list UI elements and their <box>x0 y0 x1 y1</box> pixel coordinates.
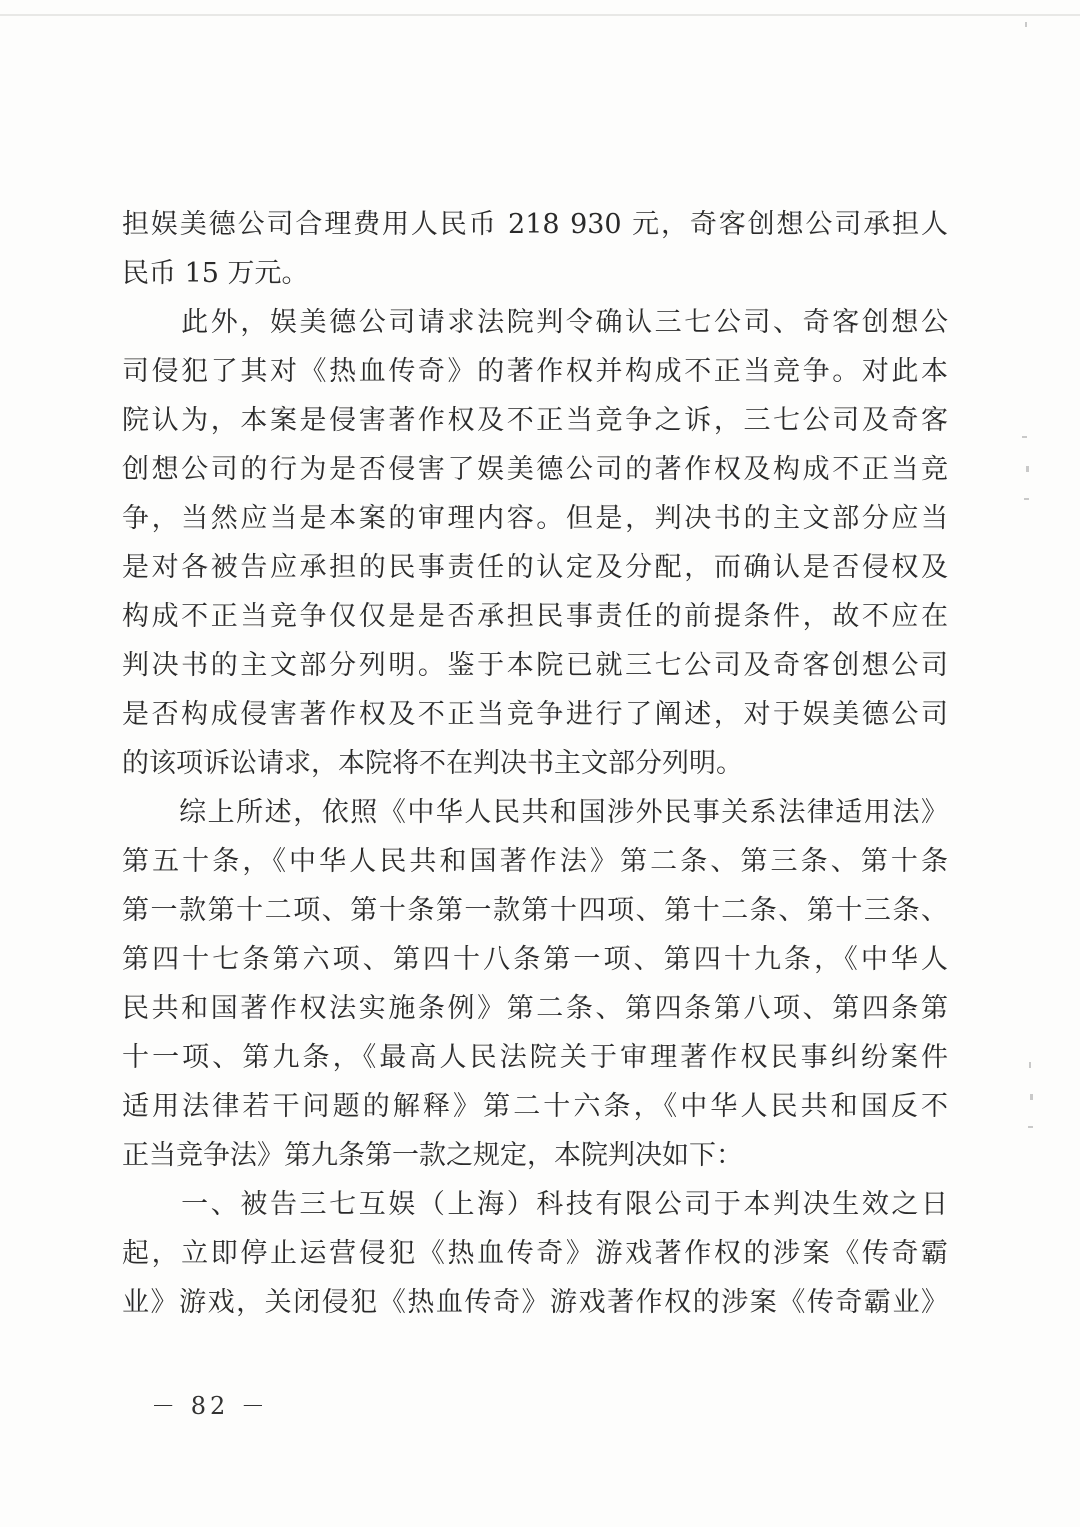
text-line: 一、被告三七互娱（上海）科技有限公司于本判决生效之日 <box>122 1189 948 1220</box>
text-line: 院认为，本案是侵害著作权及不正当竞争之诉，三七公司及奇客 <box>122 405 948 436</box>
scan-speck <box>1022 436 1027 438</box>
scan-speck <box>1024 498 1029 500</box>
text-line: 的该项诉讼请求，本院将不在判决书主文部分列明。 <box>122 748 743 779</box>
scan-top-edge <box>0 14 1080 16</box>
text-line: 第一款第十二项、第十条第一款第十四项、第十二条、第十三条、 <box>122 895 948 926</box>
page-number: － 82 － <box>151 1392 269 1420</box>
text-line: 第四十七条第六项、第四十八条第一项、第四十九条，《中华人 <box>122 944 948 975</box>
text-line: 起，立即停止运营侵犯《热血传奇》游戏著作权的涉案《传奇霸 <box>122 1238 948 1269</box>
text-line: 担娱美德公司合理费用人民币 218 930 元，奇客创想公司承担人 <box>122 209 948 240</box>
text-line: 是否构成侵害著作权及不正当竞争进行了阐述，对于娱美德公司 <box>122 699 948 730</box>
text-line: 十一项、第九条，《最高人民法院关于审理著作权民事纠纷案件 <box>122 1042 948 1073</box>
text-line: 适用法律若干问题的解释》第二十六条，《中华人民共和国反不 <box>122 1091 948 1122</box>
text-line: 争，当然应当是本案的审理内容。但是，判决书的主文部分应当 <box>122 503 948 534</box>
text-line: 是对各被告应承担的民事责任的认定及分配，而确认是否侵权及 <box>122 552 948 583</box>
text-line: 第五十条，《中华人民共和国著作法》第二条、第三条、第十条 <box>122 846 948 877</box>
scan-speck <box>1026 466 1029 472</box>
text-line: 业》游戏，关闭侵犯《热血传奇》游戏著作权的涉案《传奇霸业》 <box>122 1287 948 1318</box>
scan-speck <box>1028 1126 1033 1128</box>
scan-speck <box>1029 1062 1031 1068</box>
text-line: 民币 15 万元。 <box>122 258 309 289</box>
scan-speck <box>1025 22 1027 27</box>
text-line: 民共和国著作权法实施条例》第二条、第四条第八项、第四条第 <box>122 993 948 1024</box>
text-line: 此外，娱美德公司请求法院判令确认三七公司、奇客创想公 <box>122 307 948 338</box>
document-body <box>122 200 948 1327</box>
scan-speck <box>1030 1094 1033 1100</box>
text-line: 综上所述，依照《中华人民共和国涉外民事关系法律适用法》 <box>122 797 948 828</box>
text-line: 正当竞争法》第九条第一款之规定，本院判决如下： <box>122 1140 743 1171</box>
text-line: 创想公司的行为是否侵害了娱美德公司的著作权及构成不正当竞 <box>122 454 948 485</box>
text-line: 构成不正当竞争仅仅是是否承担民事责任的前提条件，故不应在 <box>122 601 948 632</box>
text-line: 判决书的主文部分列明。鉴于本院已就三七公司及奇客创想公司 <box>122 650 948 681</box>
text-line: 司侵犯了其对《热血传奇》的著作权并构成不正当竞争。对此本 <box>122 356 948 387</box>
